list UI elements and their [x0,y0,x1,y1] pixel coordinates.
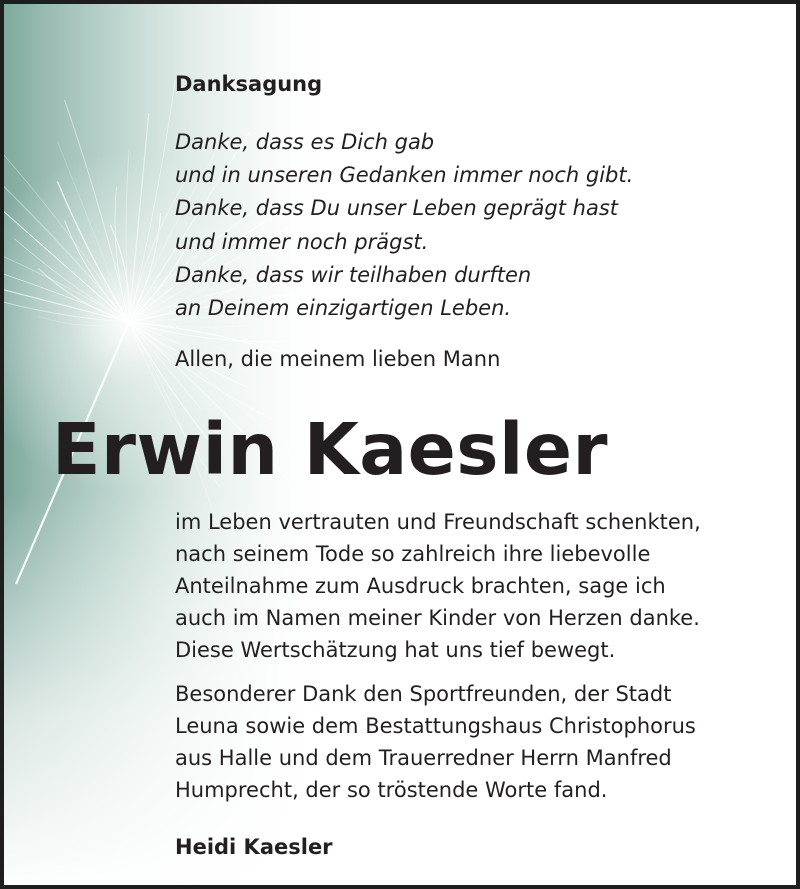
poem-line: Danke, dass wir teilhaben durften [175,262,532,287]
poem [175,126,633,325]
paragraph-line: im Leben vertrauten und Freundschaft schenkten, [175,510,701,534]
intro-line: Allen, die meinem lieben Mann [175,347,501,371]
paragraph-line: Humprecht, der so tröstende Worte fand. [175,778,608,802]
paragraph-line: nach seinem Tode so zahlreich ihre liebevolle [175,542,651,566]
poem-line: Danke, dass Du unser Leben geprägt hast [175,196,619,221]
paragraph-line: Besonderer Dank den Sportfreunden, der Stadt [175,682,672,706]
poem-line: und immer noch prägst. [175,229,429,254]
heading-danksagung: Danksagung [175,72,323,96]
paragraph-line: auch im Namen meiner Kinder von Herzen danke. [175,606,700,630]
signature: Heidi Kaesler [175,835,333,859]
poem-line: und in unseren Gedanken immer noch gibt. [175,163,634,188]
paragraph-line: Anteilnahme zum Ausdruck brachten, sage ich [175,574,666,598]
thanks-paragraph-1 [175,506,701,666]
poem-line: an Deinem einzigartigen Leben. [175,296,512,321]
paragraph-line: Leuna sowie dem Bestattungshaus Christophorus [175,714,696,738]
paragraph-line: aus Halle und dem Trauerredner Herrn Manfred [175,746,672,770]
poem-line: Danke, dass es Dich gab [175,130,435,154]
paragraph-line: Diese Wertschätzung hat uns tief bewegt. [175,638,616,662]
thanks-paragraph-2 [175,678,696,806]
deceased-name: Erwin Kaesler [52,408,609,491]
